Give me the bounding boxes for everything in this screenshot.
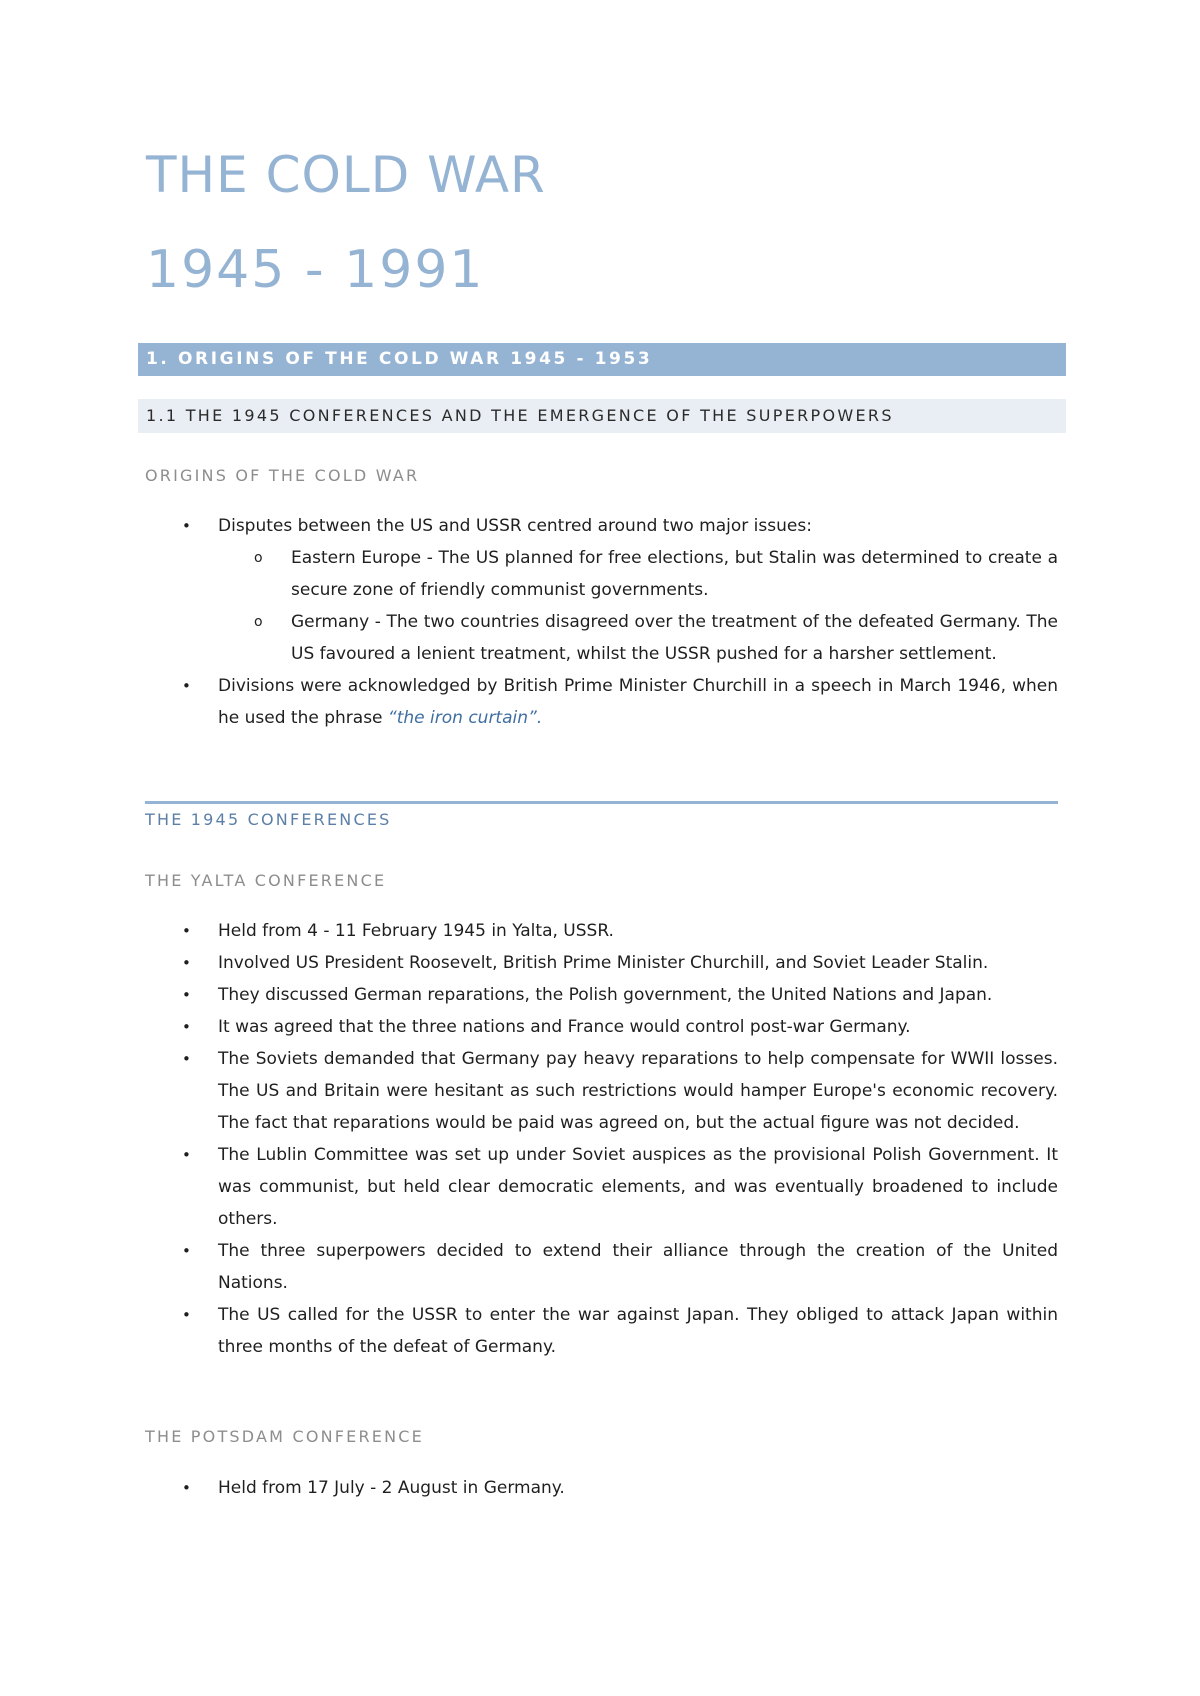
list-item xyxy=(0,979,1058,1011)
bullet-icon: • xyxy=(182,1050,191,1068)
list-item xyxy=(0,915,1058,947)
list-item xyxy=(0,1235,1058,1299)
bullet-icon: • xyxy=(182,922,191,940)
heading-1945-conferences: THE 1945 CONFERENCES xyxy=(145,810,392,829)
section-divider xyxy=(145,801,1058,804)
sub-list-item-text: Eastern Europe - The US planned for free elections, but Stalin was determined to create a secure zone of friendly communist governments. xyxy=(291,548,1058,600)
sub-list-item xyxy=(0,606,1058,670)
list-item-text: Disputes between the US and USSR centred around two major issues: xyxy=(218,516,812,536)
heading-potsdam: THE POTSDAM CONFERENCE xyxy=(145,1427,424,1446)
sub-list-item-text: Germany - The two countries disagreed over the treatment of the defeated Germany. The US favoured a lenient treatment, whilst the USSR pushed for a harsher settlement. xyxy=(291,612,1058,664)
bullet-icon: • xyxy=(182,677,191,695)
list-item xyxy=(0,670,1058,734)
list-item-text: Involved US President Roosevelt, British Prime Minister Churchill, and Soviet Leader Stalin. xyxy=(218,953,989,973)
list-item xyxy=(0,1472,1058,1504)
list-item-text: Held from 17 July - 2 August in Germany. xyxy=(218,1478,565,1498)
heading-yalta: THE YALTA CONFERENCE xyxy=(145,871,387,890)
heading-1: 1. ORIGINS OF THE COLD WAR 1945 - 1953 xyxy=(138,343,1066,376)
document-title: THE COLD WAR xyxy=(146,146,546,204)
list-item xyxy=(0,1139,1058,1235)
heading-2: 1.1 THE 1945 CONFERENCES AND THE EMERGENCE OF THE SUPERPOWERS xyxy=(138,399,1066,433)
list-item xyxy=(0,1011,1058,1043)
sub-bullet-icon: o xyxy=(254,614,263,630)
heading-origins: ORIGINS OF THE COLD WAR xyxy=(145,466,420,485)
list-item-text: Held from 4 - 11 February 1945 in Yalta, USSR. xyxy=(218,921,614,941)
sub-bullet-icon: o xyxy=(254,550,263,566)
list-item xyxy=(0,1043,1058,1139)
list-item xyxy=(0,510,1058,542)
quote-period: . xyxy=(536,708,543,728)
list-item-text: It was agreed that the three nations and France would control post-war Germany. xyxy=(218,1017,911,1037)
list-item xyxy=(0,947,1058,979)
document-date-range: 1945 - 1991 xyxy=(146,240,485,300)
bullet-icon: • xyxy=(182,1306,191,1324)
bullet-icon: • xyxy=(182,1018,191,1036)
list-item-text: The three superpowers decided to extend their alliance through the creation of the United Nations. xyxy=(218,1241,1058,1293)
yalta-list xyxy=(0,915,1200,1363)
bullet-icon: • xyxy=(182,1242,191,1260)
bullet-icon: • xyxy=(182,1146,191,1164)
list-item xyxy=(0,1299,1058,1363)
list-item-text: The US called for the USSR to enter the war against Japan. They obliged to attack Japan within three months of the defeat of Germany. xyxy=(218,1305,1058,1357)
bullet-icon: • xyxy=(182,1479,191,1497)
list-item-text: The Lublin Committee was set up under Soviet auspices as the provisional Polish Government. It was communist, but held clear democratic elements, and was eventually broadened to include others. xyxy=(218,1145,1058,1229)
potsdam-list xyxy=(0,1472,1200,1504)
list-item-text: Divisions were acknowledged by British Prime Minister Churchill in a speech in March 1946, when he used the phrase xyxy=(218,676,1058,728)
iron-curtain-quote: “the iron curtain” xyxy=(387,708,537,728)
list-item-text: They discussed German reparations, the Polish government, the United Nations and Japan. xyxy=(218,985,993,1005)
sub-list-item xyxy=(0,542,1058,606)
list-item-text: The Soviets demanded that Germany pay heavy reparations to help compensate for WWII losses. The US and Britain were hesitant as such restrictions would hamper Europe's economic recovery. The fact that reparations would be paid was agreed on, but the actual figure was not decided. xyxy=(218,1049,1058,1133)
bullet-icon: • xyxy=(182,986,191,1004)
origins-list xyxy=(0,510,1200,734)
bullet-icon: • xyxy=(182,517,191,535)
bullet-icon: • xyxy=(182,954,191,972)
